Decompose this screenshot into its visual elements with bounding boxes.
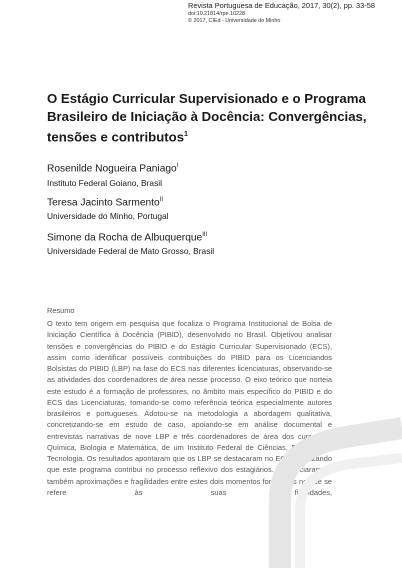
- author-3-affiliation: Universidade Federal de Mato Grosso, Brasil: [47, 246, 215, 256]
- author-2: [47, 194, 163, 209]
- doi-line[interactable]: doi:10.21814/rpe.10228: [188, 11, 245, 17]
- author-1: [47, 160, 178, 175]
- journal-header: [188, 1, 400, 25]
- abstract-text: O texto tem origem em pesquisa que focaliza o Programa Institucional de Bolsa de Iniciação Científica à Docência (PIBID), desenvolvido no Brasil. Objetivou analisar tensões e convergências do PIBID e do Estágio Curricular Supervisionado (ECS), assim como identificar possíveis contribuições do PIBID para os Licenciandos Bolsistas do PIBID (LBP) na fase do ECS nas diferentes licenciaturas, observando-se as atividades dos coordenadores de área nesse processo. O eixo teórico que norteia este estudo é a formação de professores, no âmbito mais específico do PIBID e do ECS das Licenciaturas, tomando-se como referência teórica especialmente autores brasileiros e portugueses. Adotou-se na metodologia a abordagem qualitativa, concretizando-se em estudo de caso, apoiando-se em análise documental e entrevistas narrativas de nove LBP e três coordenadores de área dos cursos de Química, Biologia e Matemática, de um Instituto Federal de Ciências, Educação e Tecnologia. Os resultados apontaram que os LBP se destacaram no ECS, sinalizando que este programa contribui no processo reflexivo dos estagiários. Evidenciaram-se também aproximações e fragilidades entre estes dois momentos formativos no que se refere às suas finalidades,: [47, 319, 332, 497]
- author-3: [47, 229, 207, 244]
- author-2-affiliation: Universidade do Minho, Portugal: [47, 211, 169, 221]
- title-footnote-mark[interactable]: 1: [184, 131, 188, 138]
- abstract-label: Resumo: [47, 306, 75, 315]
- author-2-name: Teresa Jacinto Sarmento: [47, 197, 160, 209]
- copyright-line: © 2017, CIEd - Universidade do Minho: [188, 18, 281, 24]
- article-title-text: O Estágio Curricular Supervisionado e o Programa Brasileiro de Iniciação à Docência: Convergências, tensões e contributos: [47, 91, 367, 145]
- journal-reference: Revista Portuguesa de Educação, 2017, 30(2), pp. 33-58: [188, 1, 375, 10]
- author-2-mark[interactable]: II: [159, 197, 164, 203]
- author-1-mark[interactable]: I: [176, 163, 179, 169]
- author-3-mark[interactable]: III: [202, 232, 208, 238]
- article-title: [47, 90, 367, 146]
- author-1-affiliation: Instituto Federal Goiano, Brasil: [47, 178, 162, 188]
- author-1-name: Rosenilde Nogueira Paniago: [47, 163, 177, 175]
- author-3-name: Simone da Rocha de Albuquerque: [47, 232, 203, 244]
